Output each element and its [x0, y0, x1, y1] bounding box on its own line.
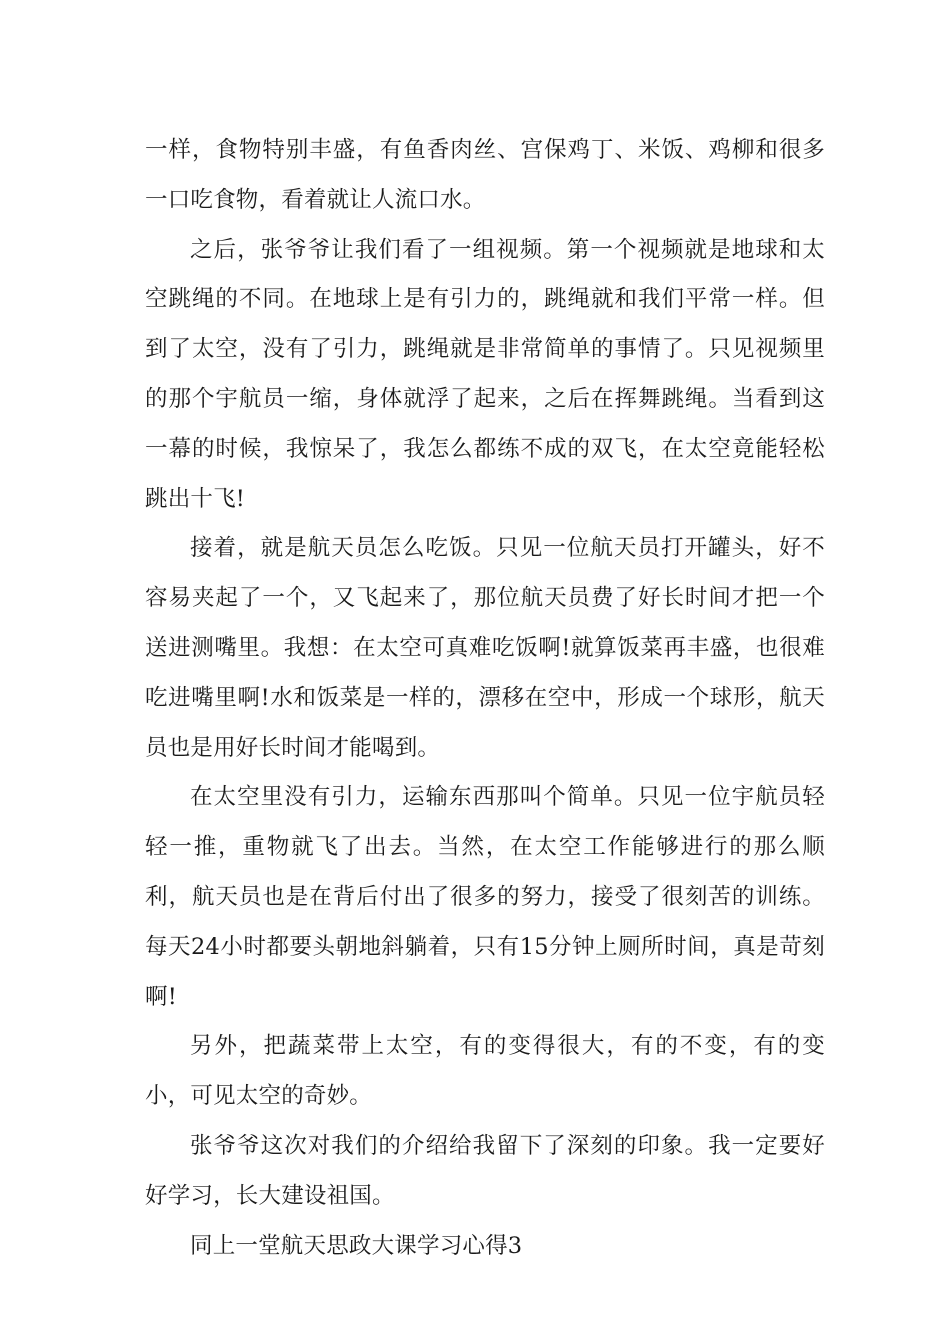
- paragraph-2: 之后，张爷爷让我们看了一组视频。第一个视频就是地球和太空跳绳的不同。在地球上是有引力的，跳绳就和我们平常一样。但到了太空，没有了引力，跳绳就是非常简单的事情了。只见视频里的那个宇航员一缩，身体就浮了起来，之后在挥舞跳绳。当看到这一幕的时候，我惊呆了，我怎么都练不成的双飞，在太空竟能轻松跳出十飞!: [145, 236, 825, 512]
- paragraph-3: 接着，就是航天员怎么吃饭。只见一位航天员打开罐头，好不容易夹起了一个，又飞起来了，那位航天员费了好长时间才把一个送进测嘴里。我想：在太空可真难吃饭啊!就算饭菜再丰盛，也很难吃进嘴里啊!水和饭菜是一样的，漂移在空中，形成一个球形，航天员也是用好长时间才能喝到。: [145, 535, 825, 761]
- paragraph-1: 一样，食物特别丰盛，有鱼香肉丝、宫保鸡丁、米饭、鸡柳和很多一口吃食物，看着就让人流口水。: [145, 137, 825, 213]
- paragraph-5: 另外，把蔬菜带上太空，有的变得很大，有的不变，有的变小，可见太空的奇妙。: [145, 1033, 825, 1110]
- document-body: [145, 126, 825, 1271]
- paragraph-6: 张爷爷这次对我们的介绍给我留下了深刻的印象。我一定要好好学习，长大建设祖国。: [145, 1132, 825, 1209]
- paragraph-4: 在太空里没有引力，运输东西那叫个简单。只见一位宇航员轻轻一推，重物就飞了出去。当然，在太空工作能够进行的那么顺利，航天员也是在背后付出了很多的努力，接受了很刻苦的训练。每天24小时都要头朝地斜躺着，只有15分钟上厕所时间，真是苛刻啊!: [145, 784, 825, 1010]
- section-heading: 同上一堂航天思政大课学习心得3: [190, 1232, 523, 1259]
